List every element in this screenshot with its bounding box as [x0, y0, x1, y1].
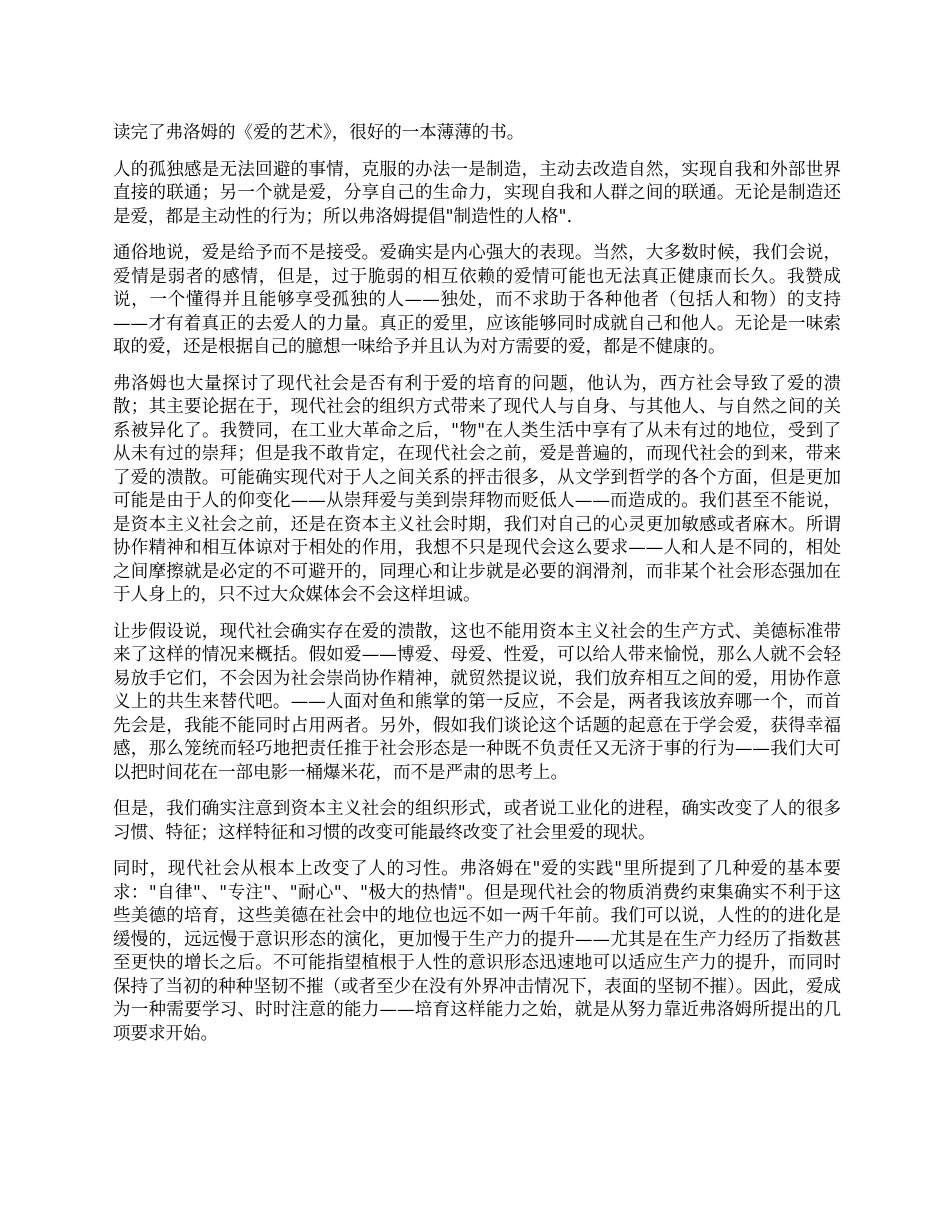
- paragraph-loneliness: 人的孤独感是无法回避的事情，克服的办法一是制造，主动去改造自然，实现自我和外部世界直接的联通；另一个就是爱，分享自己的生命力，实现自我和人群之间的联通。无论是制造还是爱，都是主动性的行为；所以弗洛姆提倡"制造性的人格".: [113, 159, 841, 227]
- paragraph-intro: 读完了弗洛姆的《爱的艺术》，很好的一本薄薄的书。: [113, 123, 525, 143]
- document-body: [113, 122, 841, 1059]
- paragraph-industrialization: 但是，我们确实注意到资本主义社会的组织形式，或者说工业化的进程，确实改变了人的很多习惯、特征；这样特征和习惯的改变可能最终改变了社会里爱的现状。: [113, 799, 841, 843]
- paragraph-giving: 通俗地说，爱是给予而不是接受。爱确实是内心强大的表现。当然，大多数时候，我们会说，爱情是弱者的感情，但是，过于脆弱的相互依赖的爱情可能也无法真正健康而长久。我赞成说，一个懂得并且能够享受孤独的人——独处，而不求助于各种他者（包括人和物）的支持——才有着真正的去爱人的力量。真正的爱里，应该能够同时成就自己和他人。无论是一味索取的爱，还是根据自己的臆想一味给予并且认为对方需要的爱，都是不健康的。: [113, 243, 841, 357]
- paragraph-hypothesis: 让步假设说，现代社会确实存在爱的溃散，这也不能用资本主义社会的生产方式、美德标准带来了这样的情况来概括。假如爱——博爱、母爱、性爱，可以给人带来愉悦，那么人就不会轻易放手它们，不会因为社会崇尚协作精神，就贸然提议说，我们放弃相互之间的爱，用协作意义上的共生来替代吧。——人面对鱼和熊掌的第一反应，不会是，两者我该放弃哪一个，而首先会是，我能不能同时占用两者。另外，假如我们谈论这个话题的起意在于学会爱，获得幸福感，那么笼统而轻巧地把责任推于社会形态是一种既不负责任又无济于事的行为——我们大可以把时间花在一部电影一桶爆米花，而不是严肃的思考上。: [113, 621, 841, 783]
- paragraph-conclusion: 同时，现代社会从根本上改变了人的习性。弗洛姆在"爱的实践"里所提到了几种爱的基本要求："自律"、"专注"、"耐心"、"极大的热情"。但是现代社会的物质消费约束集确实不利于这些美德的培育，这些美德在社会中的地位也远不如一两千年前。我们可以说，人性的的进化是缓慢的，远远慢于意识形态的演化，更加慢于生产力的提升——尤其是在生产力经历了指数甚至更快的增长之后。不可能指望植根于人性的意识形态迅速地可以适应生产力的提升，而同时保持了当初的种种坚韧不摧（或者至少在没有外界冲击情况下，表面的坚韧不摧）。因此，爱成为一种需要学习、时时注意的能力——培育这样能力之始，就是从努力靠近弗洛姆所提出的几项要求开始。: [113, 859, 841, 1044]
- paragraph-modern-society: 弗洛姆也大量探讨了现代社会是否有利于爱的培育的问题，他认为，西方社会导致了爱的溃散；其主要论据在于，现代社会的组织方式带来了现代人与自身、与其他人、与自然之间的关系被异化了。我赞同，在工业大革命之后，"物"在人类生活中享有了从未有过的地位，受到了从未有过的崇拜；但是我不敢肯定，在现代社会之前，爱是普遍的，而现代社会的到来，带来了爱的溃散。可能确实现代对于人之间关系的抨击很多，从文学到哲学的各个方面，但是更加可能是由于人的仰变化——从崇拜爱与美到崇拜物而贬低人——而造成的。我们甚至不能说，是资本主义社会之前，还是在资本主义社会时期，我们对自己的心灵更加敏感或者麻木。所谓协作精神和相互体谅对于相处的作用，我想不只是现代会这么要求——人和人是不同的，相处之间摩擦就是必定的不可避开的，同理心和让步就是必要的润滑剂，而非某个社会形态强加在于人身上的，只不过大众媒体会不会这样坦诚。: [113, 373, 841, 605]
